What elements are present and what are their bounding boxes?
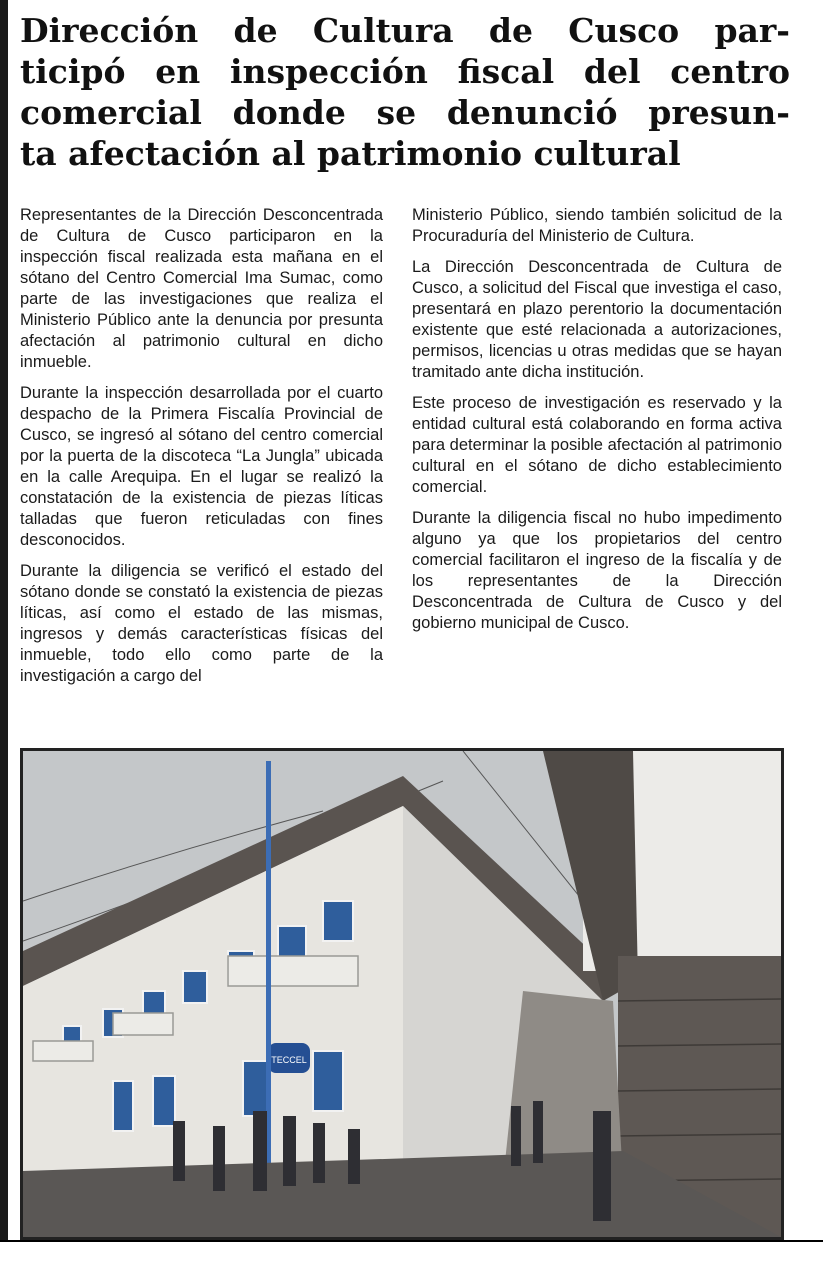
paragraph: Este proceso de investigación es reservado y la entidad cultural está colaborando en forma activa para determinar la posible afectación al patrimonio cultural en el sótano de dicho establecimiento comercial. (412, 394, 782, 496)
headline-line-1: Dirección de Cultura de Cusco par- (20, 11, 790, 50)
bottom-rule (0, 1240, 823, 1242)
paragraph: La Dirección Desconcentrada de Cultura de Cusco, a solicitud del Fiscal que investiga el caso, presentará en plazo perentorio la documentación existente que esté relacionada a autorizaciones, permisos, licencias u otras medidas que se hayan tramitado ante dicha institución. (412, 258, 782, 381)
left-border-bar (0, 0, 8, 1240)
paragraph: Durante la diligencia fiscal no hubo impedimento alguno ya que los propietarios del centro comercial facilitaron el ingreso de la fiscalía y de los representantes de la Dirección Desconcentrada de Cultura de Cusco y del gobierno municipal de Cusco. (412, 509, 782, 632)
paragraph: Ministerio Público, siendo también solicitud de la Procuraduría del Ministerio de Cultura. (412, 206, 782, 245)
street-scene-illustration (23, 751, 781, 1237)
headline-line-3: comercial donde se denunció presun- (20, 93, 790, 132)
article-column-left (20, 205, 383, 697)
paragraph: Representantes de la Dirección Desconcentrada de Cultura de Cusco participaron en la inspección fiscal realizada esta mañana en el sótano del Centro Comercial Ima Sumac, como parte de las investigaciones que realiza el Ministerio Público ante la denuncia por presunta afectación al patrimonio cultural en dicho inmueble. (20, 206, 383, 371)
paragraph: Durante la inspección desarrollada por el cuarto despacho de la Primera Fiscalía Provincial de Cusco, se ingresó al sótano del centro comercial por la puerta de la discoteca “La Jungla” ubicada en la calle Arequipa. En el lugar se realizó la constatación de la existencia de piezas líticas talladas que fueron reticuladas con fines desconocidos. (20, 384, 383, 549)
article-column-right (412, 205, 782, 644)
article-photo (20, 748, 784, 1240)
headline-line-2: ticipó en inspección fiscal del centro (20, 52, 790, 91)
headline-line-4: ta afectación al patrimonio cultural (20, 134, 681, 173)
shop-sign-text: TECCEL (271, 1055, 307, 1065)
headline (20, 10, 790, 174)
paragraph: Durante la diligencia se verificó el estado del sótano donde se constató la existencia de piezas líticas, así como el estado de las mismas, ingresos y demás características físicas del inmueble, todo ello como parte de la investigación a cargo del (20, 562, 383, 685)
